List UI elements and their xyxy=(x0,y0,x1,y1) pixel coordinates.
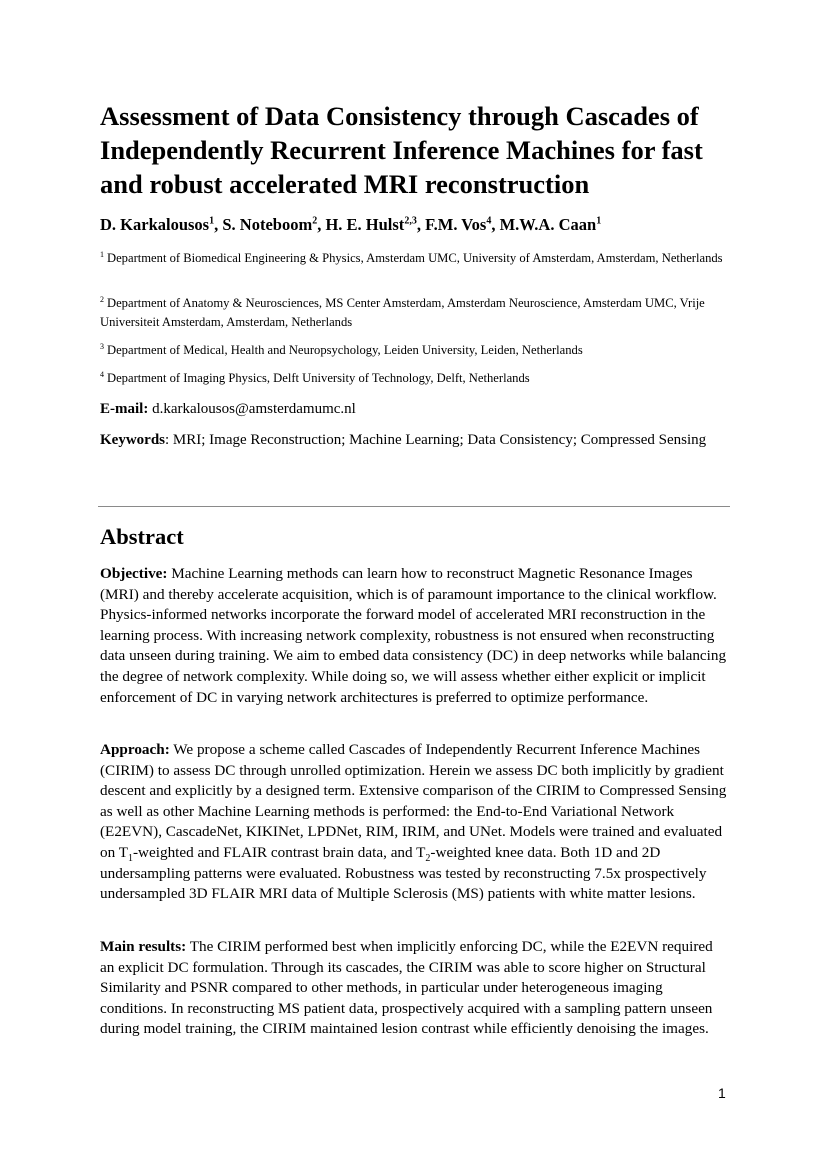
email-label: E-mail: xyxy=(100,401,149,417)
subscript: 2 xyxy=(425,853,431,864)
author-affiliation-mark: 2 xyxy=(312,215,318,227)
email-address: d.karkalousos@amsterdamumc.nl xyxy=(152,401,356,417)
affiliation xyxy=(100,341,728,360)
affiliation xyxy=(100,294,728,331)
abstract-heading: Abstract xyxy=(100,524,184,549)
affiliation-number: 2 xyxy=(100,294,104,304)
keywords xyxy=(100,430,730,451)
affiliation-text: Department of Biomedical Engineering & Physics, Amsterdam UMC, University of Amsterdam, Amsterdam, Netherlands xyxy=(107,251,723,265)
author-affiliation-mark: 1 xyxy=(209,215,215,227)
approach-label: Approach: xyxy=(100,741,170,758)
author-name: D. Karkalousos xyxy=(100,215,210,234)
abstract-main-results-paragraph xyxy=(100,937,730,1040)
author-name: M.W.A. Caan xyxy=(499,215,597,234)
objective-text: Machine Learning methods can learn how to reconstruct Magnetic Resonance Images (MRI) and thereby accelerate acquisition, which is of paramount importance to the clinical workflow. Physics-informed networks incorporate the forward model of accelerated MRI reconstruction in the learning process. With increasing network complexity, robustness is not ensured when reconstructing data unseen during training. We aim to embed data consistency (DC) in deep networks while balancing the degree of network complexity. While doing so, we will assess whether either explicit or implicit enforcement of DC in varying network architectures is preferred to optimize performance. xyxy=(100,565,727,706)
affiliation-number: 3 xyxy=(100,341,104,351)
affiliation xyxy=(100,369,728,388)
section-divider xyxy=(98,506,730,507)
page-number: 1 xyxy=(718,1085,726,1101)
main-results-text: The CIRIM performed best when implicitly enforcing DC, while the E2EVN required an explicit DC formulation. Through its cascades, the CIRIM was able to score higher on Structural Similarity and PSNR compared to other methods, in particular under heterogeneous imaging conditions. In reconstructing MS patient data, prospectively acquired with a sampling pattern unseen during model training, the CIRIM maintained lesion contrast while efficiently denoising the images. xyxy=(100,938,713,1038)
affiliation-text: Department of Medical, Health and Neuropsychology, Leiden University, Leiden, Netherlands xyxy=(107,343,583,357)
author-name: S. Noteboom xyxy=(222,215,313,234)
author-name: H. E. Hulst xyxy=(325,215,405,234)
approach-text: We propose a scheme called Cascades of Independently Recurrent Inference Machines (CIRIM) to assess DC through unrolled optimization. Herein we assess DC both implicitly by gradient descent and explicitly by a designed term. Extensive comparison of the CIRIM to Compressed Sensing as well as other Machine Learning methods is performed: the End-to-End Variational Network (E2EVN), CascadeNet, KIKINet, LPDNet, RIM, IRIM, and UNet. Models were trained and evaluated on T xyxy=(100,741,727,861)
affiliation-number: 4 xyxy=(100,369,104,379)
author-list: D. Karkalousos$^1$, S. Noteboom$^2$, H. E. Hulst$^{2,3}$, F.M. Vos$^4$, M.W.A. Caan$^1$ xyxy=(100,215,602,234)
affiliation-text: Department of Anatomy & Neurosciences, MS Center Amsterdam, Amsterdam Neuroscience, Amsterdam UMC, Vrije Universiteit Amsterdam, Amsterdam, Netherlands xyxy=(100,296,705,329)
contact-email xyxy=(100,399,356,419)
affiliation-number: 1 xyxy=(100,249,104,259)
author-affiliation-mark: 4 xyxy=(486,215,492,227)
author-affiliation-mark: 1 xyxy=(596,215,602,227)
affiliation-text: Department of Imaging Physics, Delft University of Technology, Delft, Netherlands xyxy=(107,371,530,385)
affiliation xyxy=(100,249,728,268)
paper-title: Assessment of Data Consistency through Cascades of Independently Recurrent Inference Machines for fast and robust accelerated MRI reconstruction xyxy=(100,101,703,199)
author-name: F.M. Vos xyxy=(425,215,487,234)
approach-text: -weighted and FLAIR contrast brain data, and T xyxy=(133,843,426,861)
keywords-label: Keywords xyxy=(100,432,165,448)
approach-text: -weighted knee data. Both 1D and 2D undersampling patterns were evaluated. Robustness was tested by reconstructing 7.5x prospectively undersampled 3D FLAIR MRI data of Multiple Sclerosis (MS) patients with white matter lesions. xyxy=(100,843,707,903)
main-results-label: Main results: xyxy=(100,938,187,955)
abstract-objective-paragraph xyxy=(100,564,730,708)
subscript: 1 xyxy=(128,853,133,864)
objective-label: Objective: xyxy=(100,565,168,582)
abstract-approach-paragraph xyxy=(100,740,730,905)
keywords-text: : MRI; Image Reconstruction; Machine Learning; Data Consistency; Compressed Sensing xyxy=(165,432,707,448)
author-affiliation-mark: 2,3 xyxy=(404,215,417,227)
